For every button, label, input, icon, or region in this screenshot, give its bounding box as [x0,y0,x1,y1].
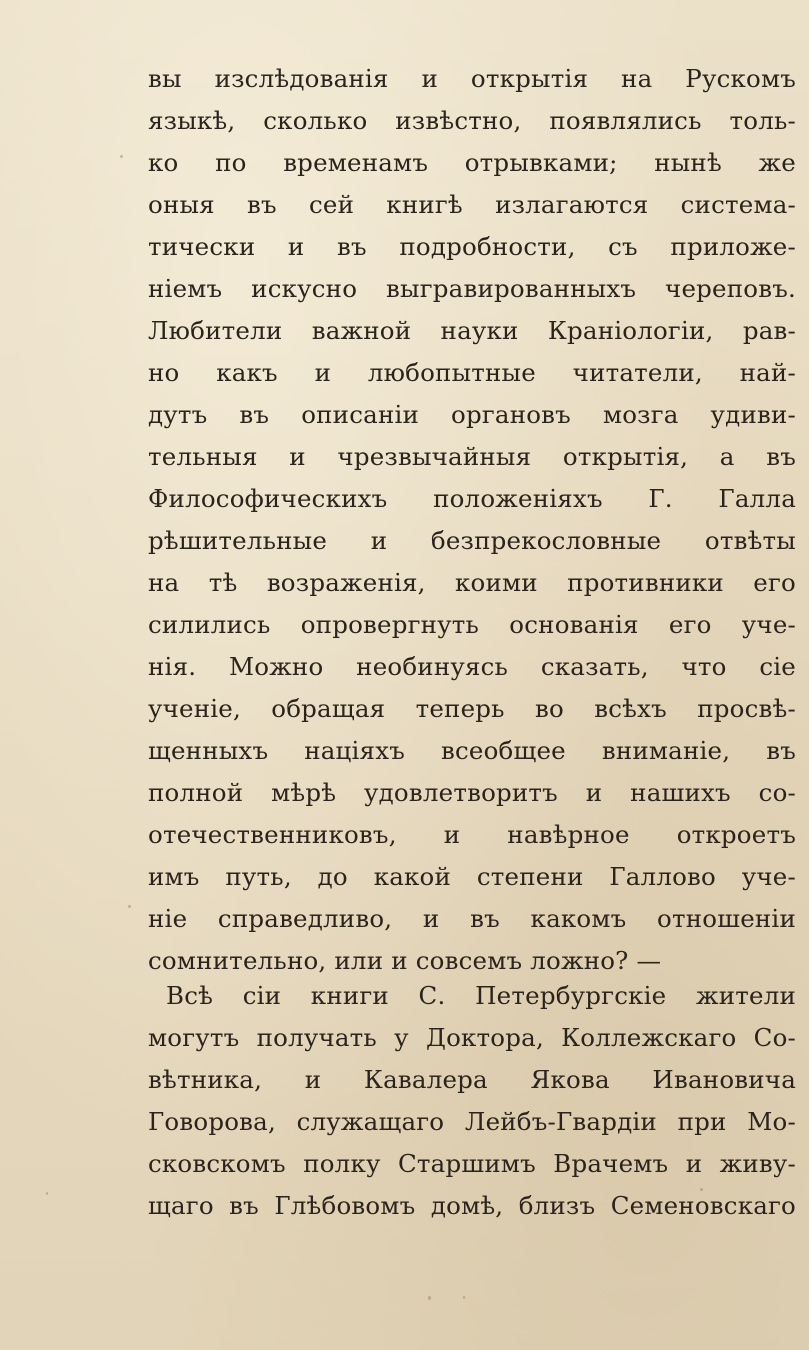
paper-speck [128,905,131,908]
text-line: нія. Можно необинуясь сказать, что сіе [148,652,796,681]
text-line: силились опровергнуть основанія его уче- [148,610,796,639]
paragraph-main [148,58,796,982]
text-line: ніемъ искусно выгравированныхъ череповъ. [148,274,796,303]
text-line: оныя въ сей книгѣ излагаются система- [148,190,796,219]
text-line: имъ путь, до какой степени Галлово уче- [148,862,796,891]
text-line: Всѣ сіи книги С. Петербургскіе жители [166,981,796,1010]
text-line: дутъ въ описаніи органовъ мозга удиви- [148,400,796,429]
text-line: языкѣ, сколько извѣстно, появлялись толь- [148,106,796,135]
text-line: полной мѣрѣ удовлетворитъ и нашихъ со- [148,778,796,807]
text-line: Любители важной науки Краніологіи, рав- [148,316,796,345]
text-line: Говорова, служащаго Лейбъ-Гвардіи при Мо- [148,1107,796,1136]
text-line: вѣтника, и Кавалера Якова Ивановича [148,1065,796,1094]
text-line: ко по временамъ отрывками; нынѣ же [148,148,796,177]
text-line: тельныя и чрезвычайныя открытія, а въ [148,442,796,471]
text-line: но какъ и любопытные читатели, най- [148,358,796,387]
paper-speck [120,155,123,158]
text-line: щенныхъ націяхъ всеобщее вниманіе, въ [148,736,796,765]
text-line: на тѣ возраженія, коими противники его [148,568,796,597]
paragraph-booksellers [148,975,796,1227]
text-line: вы изслѣдованія и открытія на Рускомъ [148,64,796,93]
text-line: рѣшительные и безпрекословные отвѣты [148,526,796,555]
text-line: сомнительно, или и совсемъ ложно? — [148,946,662,975]
text-line: сковскомъ полку Старшимъ Врачемъ и живу- [148,1149,796,1178]
text-line: ученіе, обращая теперь во всѣхъ просвѣ- [148,694,796,723]
text-line: ніе справедливо, и въ какомъ отношеніи [148,904,796,933]
text-line: щаго въ Глѣбовомъ домѣ, близъ Семеновскаго [148,1191,796,1220]
text-line: отечественниковъ, и навѣрное откроетъ [148,820,796,849]
text-line: Философическихъ положеніяхъ Г. Галла [148,484,796,513]
paper-speck [46,1192,48,1195]
text-line: могутъ получать у Доктора, Коллежскаго Со- [148,1023,796,1052]
paper-speck [428,1296,431,1300]
text-line: тически и въ подробности, съ приложе- [148,232,796,261]
paper-speck [463,1296,465,1299]
